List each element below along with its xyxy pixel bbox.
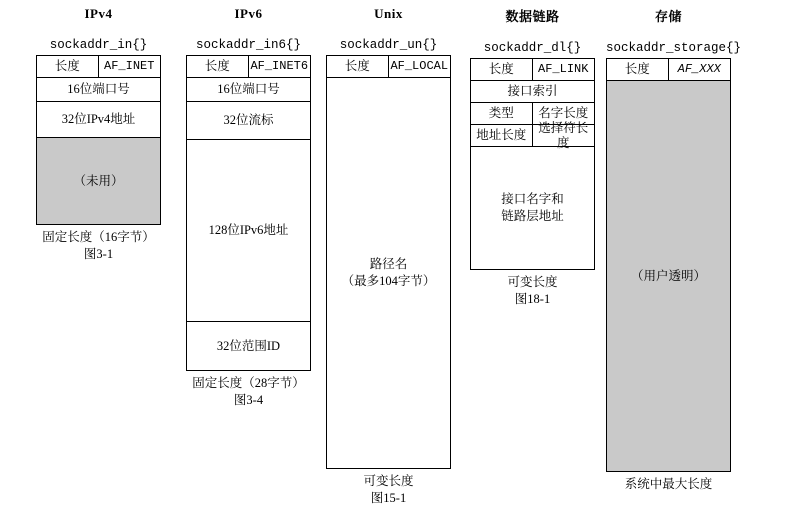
struct-box [326, 55, 451, 469]
struct-box [36, 55, 161, 225]
struct-field-row [187, 322, 310, 370]
field-label: 32位IPv4地址 [61, 112, 136, 127]
field-label-line: 路径名 [369, 257, 408, 272]
column-title: IPv6 [234, 6, 263, 21]
column-caption [326, 473, 451, 507]
field-family: 名字长度 [538, 106, 589, 121]
struct-field-row [607, 81, 730, 471]
struct-name: sockaddr_un{} [339, 38, 438, 52]
field-length: 长度 [327, 56, 389, 77]
column-caption [36, 229, 161, 263]
caption-line: 可变长度 [507, 275, 558, 289]
field-label: 16位端口号 [67, 82, 130, 97]
struct-field-row [187, 140, 310, 322]
field-label: 接口索引 [507, 84, 558, 99]
field-label: 128位IPv6地址 [208, 223, 289, 238]
field-label-line: 接口名字和 [501, 192, 564, 207]
field-length: 地址长度 [471, 125, 533, 146]
struct-field-row [471, 81, 594, 103]
column-storage [606, 0, 742, 493]
struct-field-row [327, 78, 450, 468]
struct-field-row [471, 59, 594, 81]
field-family: AF_LINK [538, 61, 589, 76]
field-family: AF_INET [104, 58, 155, 73]
field-label: 16位端口号 [217, 82, 280, 97]
caption-line: 图18-1 [514, 291, 551, 306]
struct-field-row [37, 102, 160, 138]
column-unix [326, 0, 451, 507]
struct-field-row [187, 78, 310, 102]
field-label-line: （最多104字节） [341, 274, 436, 288]
field-length: 长度 [37, 56, 99, 77]
field-family: AF_XXX [677, 61, 721, 76]
column-ipv4 [36, 0, 161, 263]
struct-field-row [607, 59, 730, 81]
field-length: 长度 [471, 59, 533, 80]
caption-line: 系统中最大长度 [624, 477, 713, 491]
field-label: （未用） [73, 173, 124, 188]
struct-name: sockaddr_in6{} [195, 38, 302, 52]
struct-box [186, 55, 311, 371]
struct-field-row [187, 102, 310, 140]
column-title: 存储 [654, 9, 682, 24]
field-label-line: 链路层地址 [501, 209, 564, 223]
caption-line: 可变长度 [363, 474, 414, 488]
struct-field-row [37, 56, 160, 78]
struct-name: sockaddr_dl{} [483, 41, 582, 55]
struct-field-row [471, 147, 594, 269]
struct-field-row [471, 121, 594, 150]
field-family: AF_INET6 [250, 58, 309, 73]
struct-field-row [37, 78, 160, 102]
column-title: IPv4 [84, 6, 113, 21]
struct-box [470, 58, 595, 270]
field-length: 长度 [607, 59, 669, 80]
column-datalink [470, 0, 595, 308]
struct-field-row [327, 56, 450, 78]
caption-line: 图3-1 [83, 246, 114, 261]
field-label: 32位范围ID [216, 338, 281, 353]
column-ipv6 [186, 0, 311, 409]
field-family: AF_LOCAL [390, 58, 449, 73]
field-length: 长度 [187, 56, 249, 77]
struct-name: sockaddr_storage{} [606, 41, 742, 55]
field-length: 类型 [471, 103, 533, 124]
column-title: 数据链路 [505, 9, 560, 24]
caption-line: 图3-4 [233, 392, 264, 407]
field-family: 选择符长度 [538, 121, 589, 150]
struct-field-row [187, 56, 310, 78]
caption-line: 固定长度（28字节） [192, 376, 305, 390]
column-caption [606, 476, 731, 493]
struct-name: sockaddr_in{} [49, 38, 148, 52]
column-caption [470, 274, 595, 308]
field-label: （用户透明） [630, 268, 706, 283]
column-title: Unix [374, 6, 403, 21]
field-label: 32位流标 [223, 113, 274, 128]
column-caption [186, 375, 311, 409]
caption-line: 固定长度（16字节） [42, 230, 155, 244]
struct-box [606, 58, 731, 472]
struct-field-row [37, 138, 160, 224]
caption-line: 图15-1 [370, 490, 407, 505]
